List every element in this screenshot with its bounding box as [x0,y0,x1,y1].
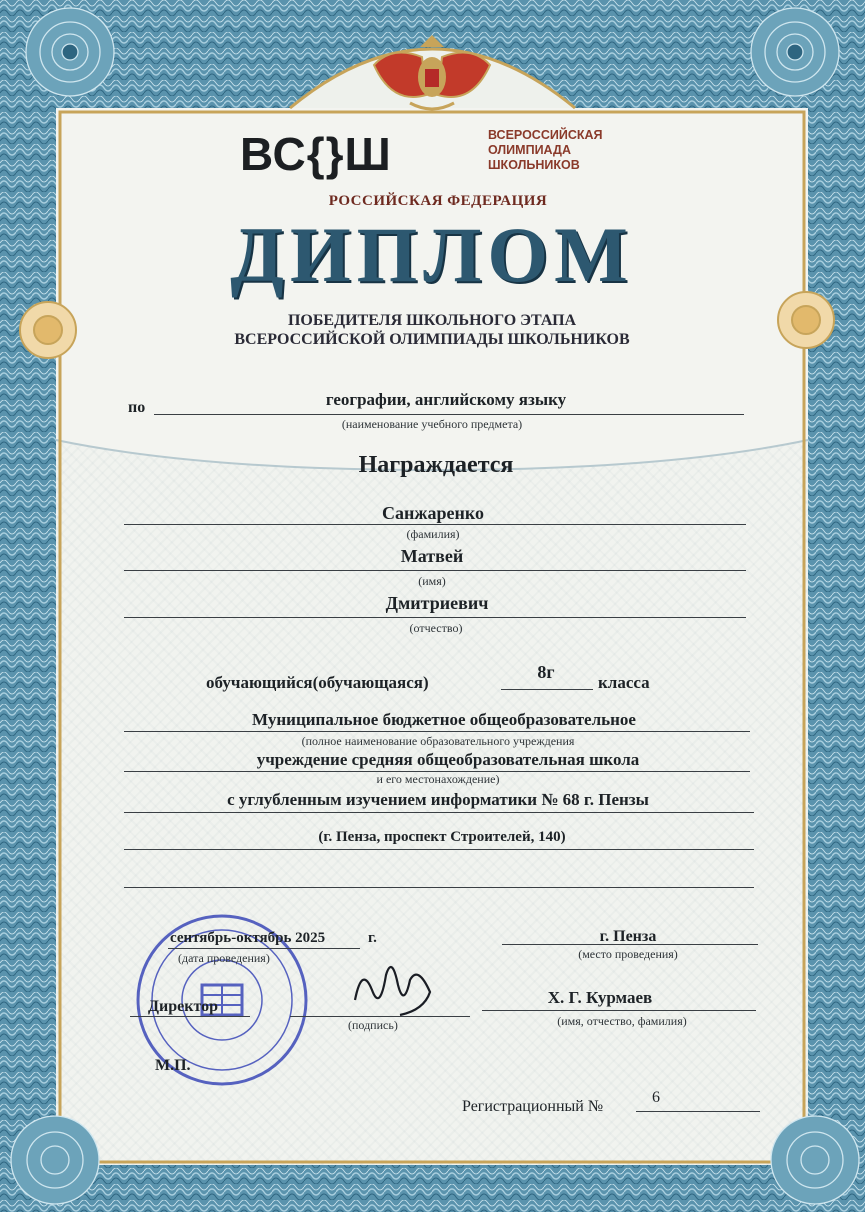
date-value: сентябрь-октябрь 2025 [170,930,326,946]
surname-caption: (фамилия) [406,527,460,541]
logo-caption-2: ОЛИМПИАДА [488,143,571,157]
signature-caption: (подпись) [348,1018,398,1032]
director-signature [355,967,430,1015]
school-caption-1: (полное наименование образовательного учреждения [301,734,575,748]
name-caption: (имя) [418,574,446,588]
school-line-1: Муниципальное бюджетное общеобразовательное [252,710,636,729]
director-name: Х. Г. Курмаев [547,988,653,1007]
subtitle-line-2: ВСЕРОССИЙСКОЙ ОЛИМПИАДЫ ШКОЛЬНИКОВ [234,331,630,348]
patronymic-caption: (отчество) [409,621,463,635]
date-caption: (дата проведения) [178,951,270,965]
director-name-caption: (имя, отчество, фамилия) [557,1014,687,1028]
grade-value: 8г [537,662,555,682]
subject-value: географии, английскому языку [325,390,567,409]
patronymic-value: Дмитриевич [385,593,489,613]
school-line-4: (г. Пенза, проспект Строителей, 140) [318,829,566,845]
surname-value: Санжаренко [382,503,484,523]
grade-suffix: класса [598,673,650,692]
logo-caption-1: ВСЕРОССИЙСКАЯ [488,128,603,142]
country-label: РОССИЙСКАЯ ФЕДЕРАЦИЯ [328,193,548,209]
school-line-3: с углубленным изучением информатики № 68 г. Пензы [227,790,649,809]
place-value: г. Пенза [599,928,657,945]
school-caption-2: и его местонахождение) [376,772,500,786]
registration-label: Регистрационный № [462,1098,604,1115]
director-label: Директор [148,998,218,1015]
name-value: Матвей [400,546,464,566]
stamp-label: М.П. [155,1057,191,1074]
date-suffix: г. [368,930,377,946]
subtitle-line-1: ПОБЕДИТЕЛЯ ШКОЛЬНОГО ЭТАПА [287,312,577,329]
school-line-2: учреждение средняя общеобразовательная школа [256,750,640,769]
diploma-title: ДИПЛОМ [230,211,634,298]
subject-caption: (наименование учебного предмета) [341,417,523,431]
subject-prefix: по [128,399,146,416]
awarded-label: Награждается [358,452,514,478]
logo-caption-3: ШКОЛЬНИКОВ [488,158,580,172]
place-caption: (место проведения) [578,947,678,961]
rosette-top-left [26,8,114,96]
grade-prefix: обучающийся(обучающаяся) [206,673,429,692]
vsosh-logo: ВС{}Ш [240,128,392,180]
registration-value: 6 [652,1089,660,1106]
